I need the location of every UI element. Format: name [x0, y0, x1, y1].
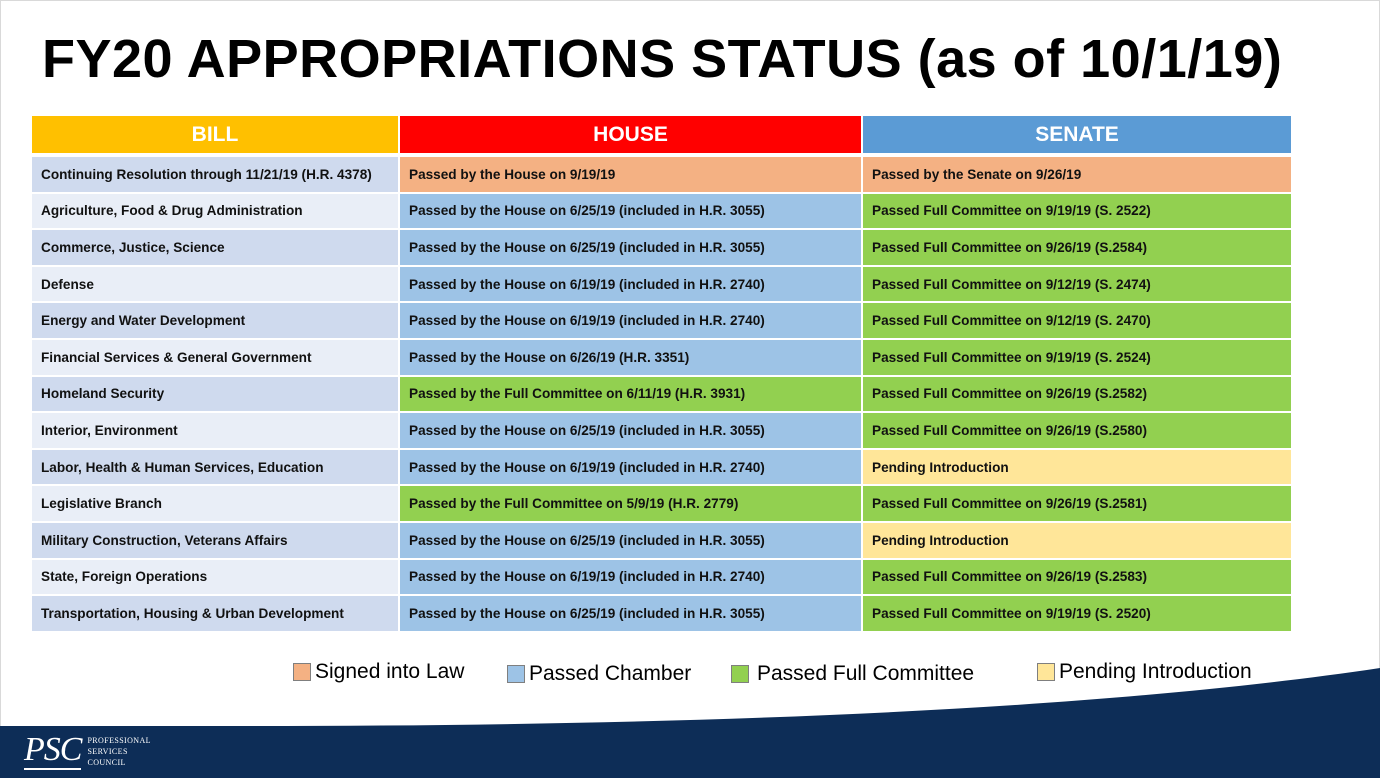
- legend-swatch-committee: [731, 665, 749, 683]
- house-status: Passed by the Full Committee on 6/11/19 (H.R. 3931): [399, 376, 862, 413]
- bill-name: Transportation, Housing & Urban Development: [32, 595, 399, 632]
- house-status: Passed by the House on 6/25/19 (included in H.R. 3055): [399, 412, 862, 449]
- bill-name: Interior, Environment: [32, 412, 399, 449]
- senate-status: Passed Full Committee on 9/19/19 (S. 2524): [862, 339, 1291, 376]
- table-header-row: [32, 116, 1291, 155]
- table-row: [32, 229, 1291, 266]
- bill-name: Financial Services & General Government: [32, 339, 399, 376]
- legend-label-committee: Passed Full Committee: [757, 662, 975, 685]
- house-status: Passed by the House on 6/19/19 (included in H.R. 2740): [399, 266, 862, 303]
- legend-item-signed: [293, 660, 464, 684]
- house-status: Passed by the House on 6/25/19 (included in H.R. 3055): [399, 193, 862, 230]
- house-status: Passed by the House on 6/19/19 (included in H.R. 2740): [399, 302, 862, 339]
- table-row: [32, 193, 1291, 230]
- legend-item-committee: [731, 662, 974, 686]
- legend-item-passed: [507, 662, 691, 686]
- house-status: Passed by the House on 6/26/19 (H.R. 3351): [399, 339, 862, 376]
- legend-swatch-passed: [507, 665, 525, 683]
- house-status: Passed by the Full Committee on 5/9/19 (H.R. 2779): [399, 485, 862, 522]
- house-status: Passed by the House on 6/25/19 (included in H.R. 3055): [399, 522, 862, 559]
- legend-item-pending: [1037, 660, 1252, 684]
- column-header-house: HOUSE: [399, 116, 862, 155]
- column-header-senate: SENATE: [862, 116, 1291, 155]
- legend-label-signed: Signed into Law: [315, 660, 465, 683]
- table-row: [32, 559, 1291, 596]
- senate-status: Passed Full Committee on 9/26/19 (S.2583): [862, 559, 1291, 596]
- table-row: [32, 412, 1291, 449]
- senate-status: Passed Full Committee on 9/12/19 (S. 2470): [862, 302, 1291, 339]
- bill-name: Energy and Water Development: [32, 302, 399, 339]
- senate-status: Passed Full Committee on 9/26/19 (S.2584): [862, 229, 1291, 266]
- psc-logo: [24, 733, 151, 770]
- table-row: [32, 449, 1291, 486]
- logo-line-1: PROFESSIONAL: [87, 736, 151, 745]
- senate-status: Passed Full Committee on 9/26/19 (S.2580): [862, 412, 1291, 449]
- table-row: [32, 302, 1291, 339]
- bill-name: Commerce, Justice, Science: [32, 229, 399, 266]
- table-row: [32, 155, 1291, 193]
- legend-swatch-signed: [293, 663, 311, 681]
- house-status: Passed by the House on 6/25/19 (included in H.R. 3055): [399, 229, 862, 266]
- bill-name: Agriculture, Food & Drug Administration: [32, 193, 399, 230]
- bill-name: State, Foreign Operations: [32, 559, 399, 596]
- bill-name: Legislative Branch: [32, 485, 399, 522]
- logo-line-3: COUNCIL: [87, 758, 126, 767]
- bill-name: Defense: [32, 266, 399, 303]
- column-header-bill: BILL: [32, 116, 399, 155]
- senate-status: Passed by the Senate on 9/26/19: [862, 155, 1291, 193]
- legend-swatch-pending: [1037, 663, 1055, 681]
- table-row: [32, 266, 1291, 303]
- bill-name: Homeland Security: [32, 376, 399, 413]
- bill-name: Labor, Health & Human Services, Education: [32, 449, 399, 486]
- logo-mark: PSC: [24, 731, 82, 768]
- senate-status: Pending Introduction: [862, 522, 1291, 559]
- title-main: FY20 APPROPRIATIONS STATUS: [42, 29, 903, 89]
- senate-status: Passed Full Committee on 9/26/19 (S.2582): [862, 376, 1291, 413]
- appropriations-status-table: [32, 116, 1291, 633]
- house-status: Passed by the House on 6/19/19 (included in H.R. 2740): [399, 559, 862, 596]
- title-as-of: (as of 10/1/19): [917, 29, 1283, 89]
- senate-status: Passed Full Committee on 9/19/19 (S. 2522): [862, 193, 1291, 230]
- house-status: Passed by the House on 6/19/19 (included in H.R. 2740): [399, 449, 862, 486]
- bill-name: Military Construction, Veterans Affairs: [32, 522, 399, 559]
- table-row: [32, 595, 1291, 632]
- senate-status: Pending Introduction: [862, 449, 1291, 486]
- house-status: Passed by the House on 6/25/19 (included in H.R. 3055): [399, 595, 862, 632]
- logo-text: [87, 735, 150, 768]
- legend: [0, 660, 1380, 690]
- table-row: [32, 339, 1291, 376]
- senate-status: Passed Full Committee on 9/26/19 (S.2581): [862, 485, 1291, 522]
- legend-label-passed: Passed Chamber: [529, 662, 692, 685]
- senate-status: Passed Full Committee on 9/19/19 (S. 2520): [862, 595, 1291, 632]
- page-title: [42, 28, 1282, 90]
- table-row: [32, 376, 1291, 413]
- legend-label-pending: Pending Introduction: [1059, 660, 1252, 683]
- table-row: [32, 522, 1291, 559]
- logo-line-2: SERVICES: [87, 747, 128, 756]
- senate-status: Passed Full Committee on 9/12/19 (S. 2474): [862, 266, 1291, 303]
- house-status: Passed by the House on 9/19/19: [399, 155, 862, 193]
- bill-name: Continuing Resolution through 11/21/19 (H.R. 4378): [32, 155, 399, 193]
- table-row: [32, 485, 1291, 522]
